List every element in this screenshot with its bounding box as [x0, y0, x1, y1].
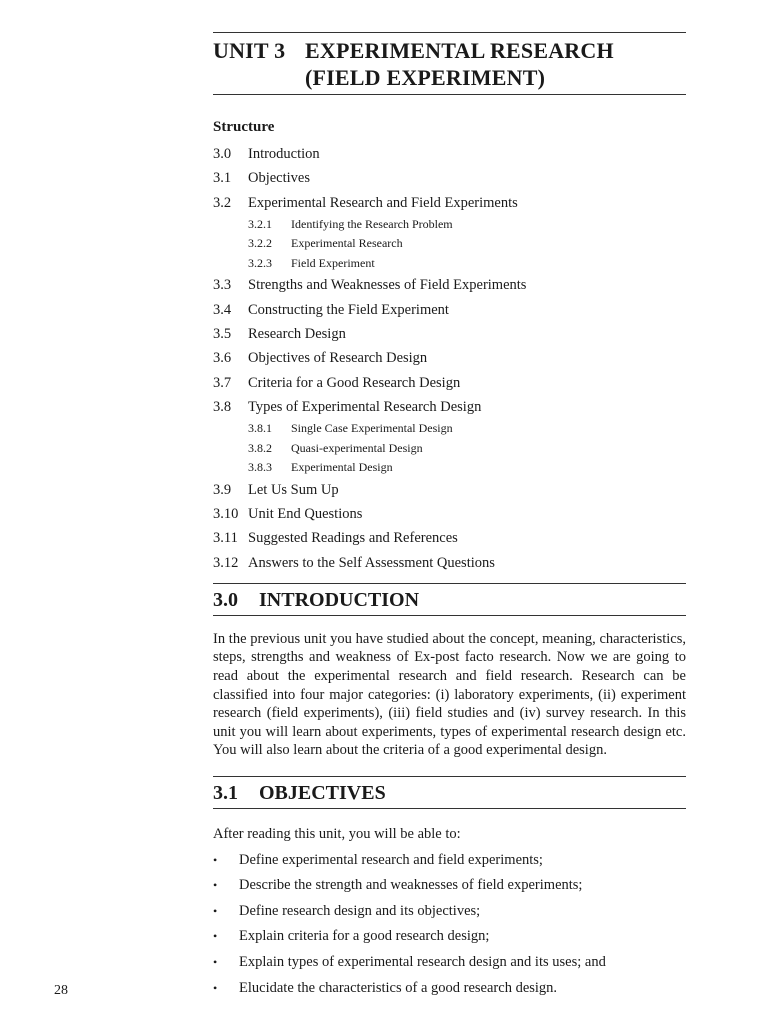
bullet-icon: •	[213, 954, 218, 969]
toc-item-title: Let Us Sum Up	[248, 481, 339, 498]
page-number: 28	[54, 983, 68, 998]
objective-text: Elucidate the characteristics of a good research design.	[239, 979, 558, 996]
structure-heading: Structure	[213, 119, 275, 135]
toc-item	[213, 273, 686, 297]
introduction-title: INTRODUCTION	[259, 588, 420, 611]
toc-subitem-title: Quasi-experimental Design	[291, 440, 423, 455]
introduction-paragraph: In the previous unit you have studied about the concept, meaning, characteristics, steps, strengths and weakness of Ex-post facto research. Now we are going to read about the experimental research and field research. Research can be classified into four major categories: (i) laboratory experiments, (ii) experiment research (field experiments), (iii) field studies and (iv) survey research. In this unit you will learn about experiments, types of experimental research design etc. You will also learn about the criteria of a good experimental design.	[213, 630, 686, 759]
toc-item-title: Objectives	[248, 170, 311, 187]
toc-item-title: Suggested Readings and References	[248, 530, 458, 547]
toc-subitem-number: 3.8.3	[248, 460, 272, 475]
toc-item	[213, 551, 686, 575]
toc-item-title: Introduction	[248, 146, 320, 162]
toc-item-number: 3.12	[213, 554, 239, 571]
bullet-icon: •	[213, 878, 218, 893]
objectives-title: OBJECTIVES	[259, 782, 386, 805]
toc-subitem-title: Experimental Research	[291, 236, 403, 251]
toc-subitem-number: 3.2.2	[248, 236, 272, 251]
bullet-icon: •	[213, 929, 218, 944]
toc-item	[213, 346, 686, 370]
toc-subitem-number: 3.2.3	[248, 255, 272, 270]
structure-list	[213, 142, 686, 575]
toc-subitem	[213, 439, 686, 459]
objective-item	[213, 848, 686, 874]
toc-subitem-title: Field Experiment	[291, 255, 375, 270]
objective-text: Describe the strength and weaknesses of field experiments;	[239, 877, 583, 894]
toc-item-title: Experimental Research and Field Experiments	[248, 194, 518, 211]
toc-item	[213, 166, 686, 190]
bullet-icon: •	[213, 903, 218, 918]
toc-item	[213, 371, 686, 395]
introduction-heading	[213, 584, 686, 615]
toc-item-title: Constructing the Field Experiment	[248, 301, 449, 318]
toc-subitem	[213, 254, 686, 274]
toc-item-number: 3.11	[213, 530, 238, 547]
objective-text: Define research design and its objectives;	[239, 902, 481, 919]
objective-item	[213, 924, 686, 950]
toc-item	[213, 526, 686, 550]
unit-title-line1: EXPERIMENTAL RESEARCH	[305, 38, 614, 63]
toc-item-number: 3.0	[213, 146, 232, 162]
toc-item-number: 3.5	[213, 325, 232, 342]
toc-item-number: 3.9	[213, 481, 232, 498]
objectives-heading	[213, 777, 686, 808]
bullet-icon: •	[213, 852, 218, 867]
toc-subitem-title: Single Case Experimental Design	[291, 421, 453, 436]
toc-item-number: 3.6	[213, 350, 232, 367]
toc-item	[213, 298, 686, 322]
toc-item-title: Research Design	[248, 325, 346, 342]
toc-subitem-title: Identifying the Research Problem	[291, 216, 453, 231]
unit-title-bottom-rule	[213, 94, 686, 95]
unit-title	[213, 33, 686, 94]
toc-item	[213, 142, 686, 166]
toc-item	[213, 478, 686, 502]
toc-item	[213, 502, 686, 526]
toc-subitem	[213, 234, 686, 254]
unit-title-line2: (FIELD EXPERIMENT)	[305, 65, 546, 90]
toc-item-number: 3.7	[213, 374, 232, 391]
toc-item-number: 3.3	[213, 277, 232, 294]
toc-item-number: 3.1	[213, 170, 232, 187]
toc-item-title: Types of Experimental Research Design	[248, 398, 482, 415]
toc-subitem-number: 3.8.1	[248, 421, 272, 436]
objective-item	[213, 976, 686, 1002]
objectives-lead: After reading this unit, you will be able to:	[213, 826, 461, 843]
toc-subitem	[213, 419, 686, 439]
objective-text: Define experimental research and field experiments;	[239, 851, 543, 868]
toc-item	[213, 191, 686, 215]
objective-text: Explain types of experimental research design and its uses; and	[239, 953, 606, 970]
toc-item	[213, 395, 686, 419]
section-rule-bottom	[213, 808, 686, 809]
toc-subitem-number: 3.2.1	[248, 216, 272, 231]
toc-item	[213, 322, 686, 346]
toc-item-number: 3.8	[213, 398, 232, 415]
toc-subitem	[213, 458, 686, 478]
introduction-number: 3.0	[213, 588, 238, 611]
toc-subitem-number: 3.8.2	[248, 440, 272, 455]
toc-item-title: Objectives of Research Design	[248, 350, 428, 367]
toc-item-title: Strengths and Weaknesses of Field Experiments	[248, 277, 527, 294]
toc-subitem	[213, 215, 686, 235]
objective-item	[213, 873, 686, 899]
toc-item-number: 3.2	[213, 194, 232, 211]
toc-item-number: 3.10	[213, 505, 239, 522]
objective-item	[213, 899, 686, 925]
objective-item	[213, 950, 686, 976]
toc-item-number: 3.4	[213, 301, 232, 318]
objective-text: Explain criteria for a good research design;	[239, 928, 490, 945]
toc-subitem-title: Experimental Design	[291, 460, 393, 475]
unit-label: UNIT 3	[213, 38, 286, 63]
bullet-icon: •	[213, 980, 218, 995]
objectives-number: 3.1	[213, 782, 238, 805]
toc-item-title: Criteria for a Good Research Design	[248, 374, 461, 391]
toc-item-title: Answers to the Self Assessment Questions	[248, 554, 495, 571]
toc-item-title: Unit End Questions	[248, 505, 363, 522]
objectives-list	[213, 848, 686, 1002]
page-content	[213, 32, 686, 1001]
section-rule-bottom	[213, 615, 686, 616]
